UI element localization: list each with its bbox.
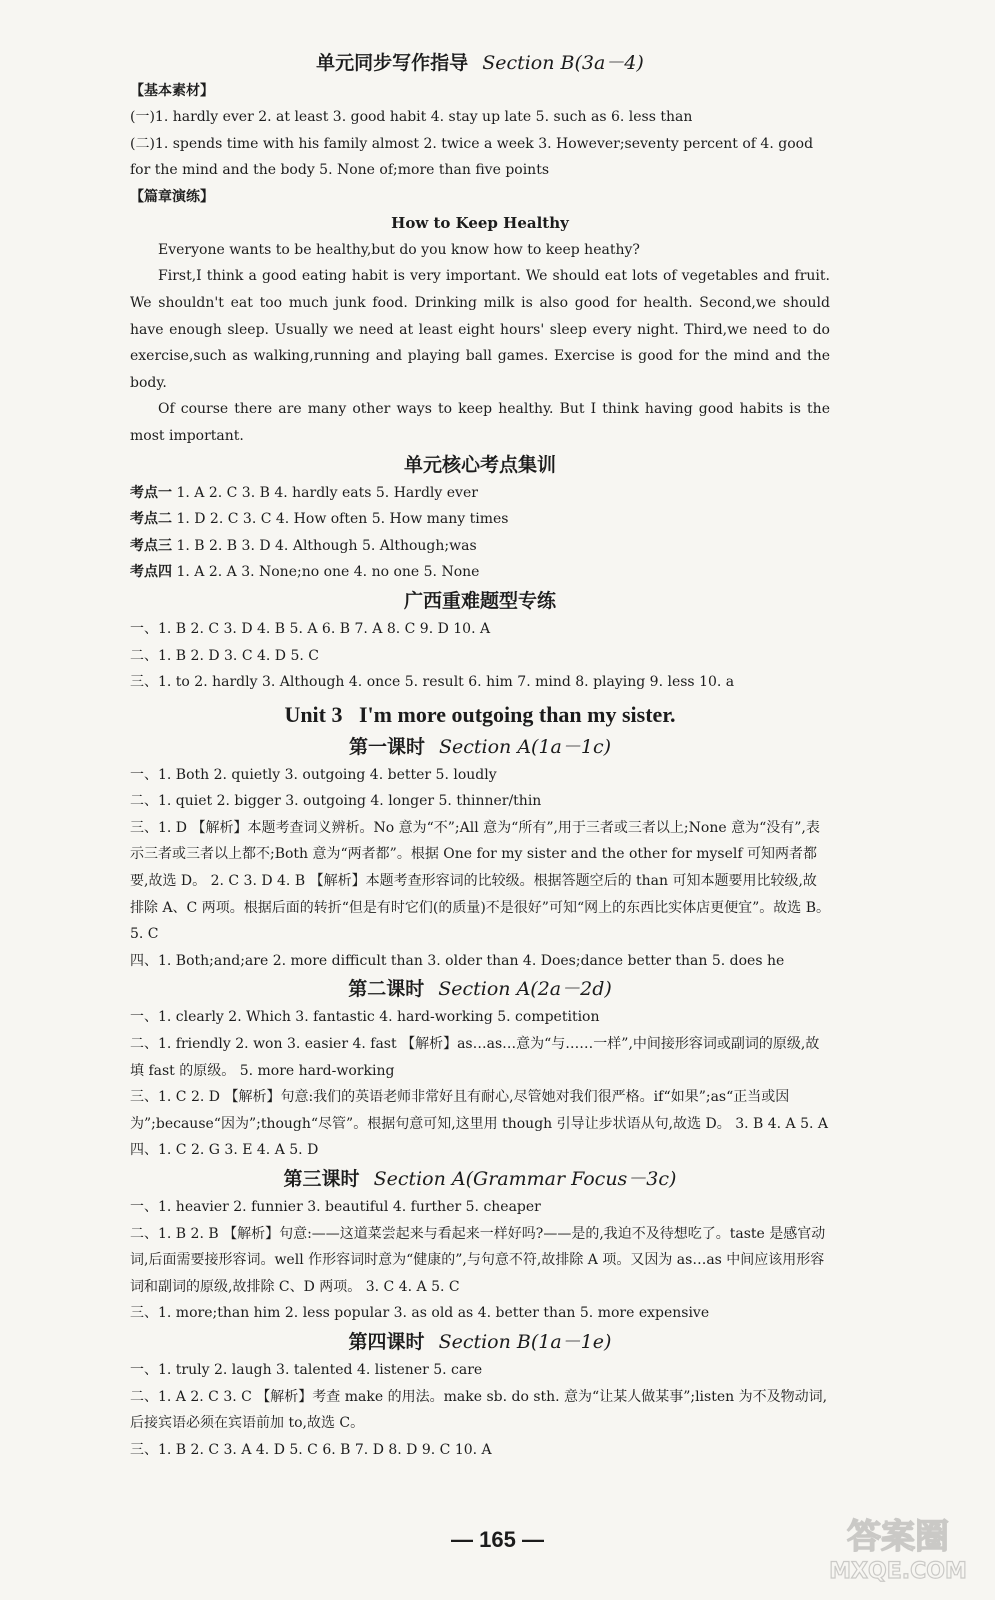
lesson1-row-2: 二、1. quiet 2. bigger 3. outgoing 4. longer 5. thinner/thin [130,793,542,810]
unit-title: I'm more outgoing than my sister. [359,701,676,727]
lesson2-row-2: 二、1. friendly 2. won 3. easier 4. fast 【解析】as…as…意为“与……一样”,中间接形容词或副词的原级,故填 fast 的原级。 5. more hard-working [130,1036,820,1079]
core-row-text: 1. A 2. C 3. B 4. hardly eats 5. Hardly ever [176,484,478,501]
core-row [130,559,830,586]
essay-practice-label: 【篇章演练】 [130,188,214,205]
core-points-title: 单元核心考点集训 [403,453,556,476]
core-row-label: 考点三 [130,537,172,554]
lesson2-row-1: 一、1. clearly 2. Which 3. fantastic 4. hard-working 5. competition [130,1009,600,1026]
essay-paragraph-1: Everyone wants to be healthy,but do you know how to keep heathy? [158,241,640,258]
writing-heading [130,48,830,78]
essay-title: How to Keep Healthy [391,213,569,232]
lesson1-heading [130,732,830,762]
watermark-text: 答案圈 [847,1517,949,1557]
lesson2-row-3: 三、1. C 2. D 【解析】句意:我们的英语老师非常好且有耐心,尽管她对我们很严格。if“如果”;as“正当或因为”;because“因为”;though“尽管”。根据句意可知,这里用 though 引导让步状语从句,故选 D。 3. B 4. A 5. A [130,1089,829,1132]
lesson3-row-2: 二、1. B 2. B 【解析】句意:——这道菜尝起来与看起来一样好吗?——是的,我迫不及待想吃了。taste 是感官动词,后面需要接形容词。well 作形容词时意为“健康的”,与句意不符,故排除 A 项。又因为 as…as 中间应该用形容词和副词的原级,故排除 C、D 两项。 3. C 4. A 5. C [130,1225,826,1295]
lesson1-title: 第一课时 [348,735,425,758]
core-row [130,533,830,560]
lesson3-row-1: 一、1. heavier 2. funnier 3. beautiful 4. further 5. cheaper [130,1199,541,1215]
lesson3-row-3: 三、1. more;than him 2. less popular 3. as old as 4. better than 5. more expensive [130,1305,710,1322]
lesson4-row-2: 二、1. A 2. C 3. C 【解析】考查 make 的用法。make sb. do sth. 意为“让某人做某事”;listen 为不及物动词,后接宾语必须在宾语前加 to,故选 C。 [130,1388,828,1432]
lesson2-heading [130,974,830,1004]
answer-page [130,48,830,1463]
core-row-label: 考点一 [130,484,172,501]
guangxi-row: 二、1. B 2. D 3. C 4. D 5. C [130,647,319,664]
lesson3-title: 第三课时 [283,1168,360,1190]
core-row-text: 1. B 2. B 3. D 4. Although 5. Although;was [176,537,477,554]
lesson3-section: Section A(Grammar Focus－3c) [373,1168,677,1190]
unit-heading [130,698,830,732]
lesson4-row-1: 一、1. truly 2. laugh 3. talented 4. listener 5. care [130,1361,483,1378]
lesson1-section: Section A(1a－1c) [438,735,612,758]
core-row-label: 考点四 [130,564,172,581]
core-row-text: 1. D 2. C 3. C 4. How often 5. How many times [176,511,509,528]
watermark-url: MXQE.COM [829,1559,967,1584]
basic-material-label: 【基本素材】 [130,83,214,99]
lesson1-row-3: 三、1. D 【解析】本题考查词义辨析。No 意为“不”;All 意为“所有”,用于三者或三者以上;None 意为“没有”,表示三者或三者以上都不;Both 意为“两者都”。根据 One for my sister and the other for myself 可知两者都要,故选 D。 2. C 3. D 4. B 【解析】本题考查形容词的比较级。根据答题空后的 than 可知本题要用比较级,故排除 A、C 两项。根据后面的转折“但是有时它们(的质量)不是很好”可知“网上的东西比实体店更便宜”。故选 B。 5. C [130,819,831,943]
lesson2-section: Section A(2a－2d) [438,978,612,1001]
unit-label: Unit 3 [284,701,343,727]
basic-material-1: (一)1. hardly ever 2. at least 3. good habit 4. stay up late 5. such as 6. less than [130,109,693,125]
core-row-text: 1. A 2. A 3. None;no one 4. no one 5. None [176,564,480,581]
lesson4-section: Section B(1a－1e) [438,1330,612,1353]
core-row [130,506,830,533]
lesson4-heading [130,1327,830,1357]
lesson3-heading [130,1164,830,1194]
lesson2-row-4: 四、1. C 2. G 3. E 4. A 5. D [130,1142,319,1159]
watermark-logo-icon [823,1510,973,1586]
essay-paragraph-3: Of course there are many other ways to keep healthy. But I think having good habits is the most important. [130,401,830,444]
lesson4-title: 第四课时 [348,1330,425,1353]
guangxi-practice-title: 广西重难题型专练 [403,589,556,612]
page-number: — 165 — [451,1527,544,1552]
essay-paragraph-2: First,I think a good eating habit is very important. We should eat lots of vegetables and fruit. We shouldn't eat too much junk food. Drinking milk is also good for health. Second,we should have enough sleep. Usually we need at least eight hours' sleep every night. Third,we need to do exercise,such as walking,running and playing ball games. Exercise is good for the mind and the body. [130,268,830,391]
lesson1-row-1: 一、1. Both 2. quietly 3. outgoing 4. better 5. loudly [130,766,497,783]
core-row [130,480,830,507]
lesson1-row-4: 四、1. Both;and;are 2. more difficult than 3. older than 4. Does;dance better than 5. does he [130,952,785,969]
guangxi-row: 三、1. to 2. hardly 3. Although 4. once 5. result 6. him 7. mind 8. playing 9. less 10. a [130,674,735,691]
basic-material-2: (二)1. spends time with his family almost 2. twice a week 3. However;seventy percent of 4. good for the mind and the body 5. None of;more than five points [130,135,814,179]
core-row-label: 考点二 [130,511,172,528]
writing-section: Section B(3a－4) [482,52,644,74]
writing-title: 单元同步写作指导 [316,52,469,74]
lesson2-title: 第二课时 [348,978,425,1001]
lesson4-row-3: 三、1. B 2. C 3. A 4. D 5. C 6. B 7. D 8. D 9. C 10. A [130,1441,492,1458]
guangxi-row: 一、1. B 2. C 3. D 4. B 5. A 6. B 7. A 8. C 9. D 10. A [130,620,491,637]
